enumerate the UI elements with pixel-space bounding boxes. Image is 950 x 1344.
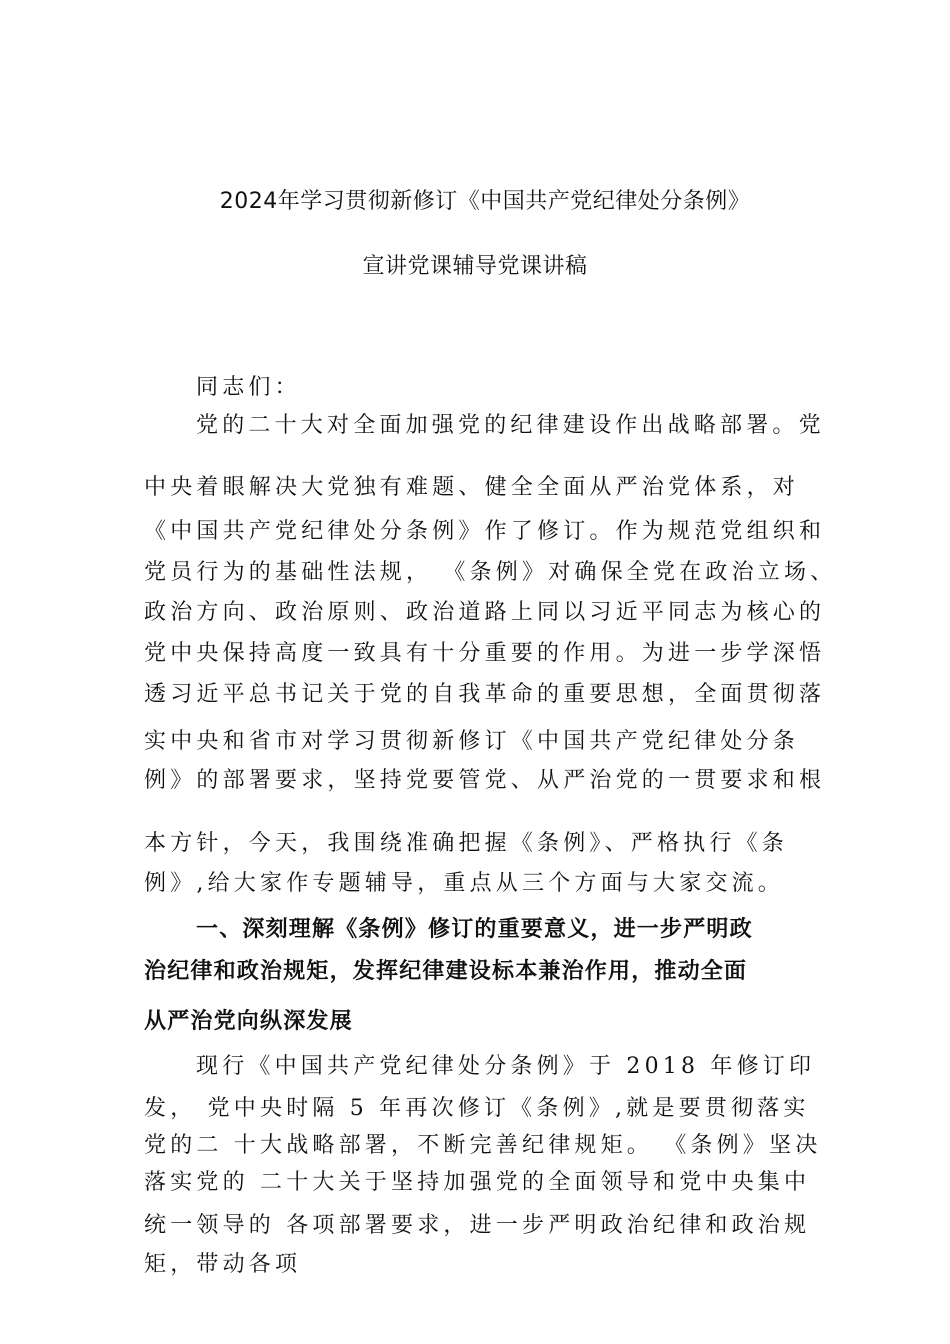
- section-heading-line: 一、深刻理解《条例》修订的重要意义，进一步严明政: [196, 917, 753, 942]
- paragraph-line: 《中国共产党纪律处分条例》作了修订。作为规范党组织和: [144, 519, 826, 544]
- document-title: 2024年学习贯彻新修订《中国共产党纪律处分条例》: [219, 189, 751, 214]
- paragraph-line: 例》,给大家作专题辅导，重点从三个方面与大家交流。: [144, 871, 784, 896]
- paragraph-line: 透习近平总书记关于党的自我革命的重要思想，全面贯彻落: [144, 682, 826, 707]
- paragraph-line: 党的二十大对全面加强党的纪律建设作出战略部署。党: [196, 413, 825, 438]
- paragraph-line: 实中央和省市对学习贯彻新修订《中国共产党纪律处分条: [144, 729, 800, 754]
- document-subtitle: 宣讲党课辅导党课讲稿: [362, 254, 588, 279]
- paragraph-line: 本方针，今天，我围绕准确把握《条例》、严格执行《条: [144, 831, 789, 856]
- section-heading-line: 治纪律和政治规矩，发挥纪律建设标本兼治作用，推动全面: [144, 959, 748, 984]
- paragraph-line: 落实党的 二十大关于坚持加强党的全面领导和党中央集中: [144, 1170, 811, 1195]
- section-heading-line: 从严治党向纵深发展: [144, 1009, 353, 1034]
- paragraph-line: 党中央保持高度一致具有十分重要的作用。为进一步学深悟: [144, 641, 826, 666]
- paragraph-line: 现行《中国共产党纪律处分条例》于 2018 年修订印: [196, 1054, 816, 1079]
- paragraph-line: 统一领导的 各项部署要求，进一步严明政治纪律和政治规: [144, 1213, 811, 1238]
- paragraph-line: 政治方向、政治原则、政治道路上同以习近平同志为核心的: [144, 600, 826, 625]
- paragraph-line: 例》的部署要求，坚持党要管党、从严治党的一贯要求和根: [144, 768, 826, 793]
- paragraph-line: 中央着眼解决大党独有难题、健全全面从严治党体系，对: [144, 475, 800, 500]
- paragraph-line: 发， 党中央时隔 5 年再次修订《条例》,就是要贯彻落实: [144, 1096, 810, 1121]
- paragraph-line: 党的二 十大战略部署，不断完善纪律规矩。 《条例》坚决: [144, 1133, 822, 1158]
- paragraph-line: 党员行为的基础性法规， 《条例》对确保全党在政治立场、: [144, 560, 837, 585]
- salutation: 同志们：: [196, 375, 301, 400]
- paragraph-line: 矩，带动各项: [144, 1252, 302, 1277]
